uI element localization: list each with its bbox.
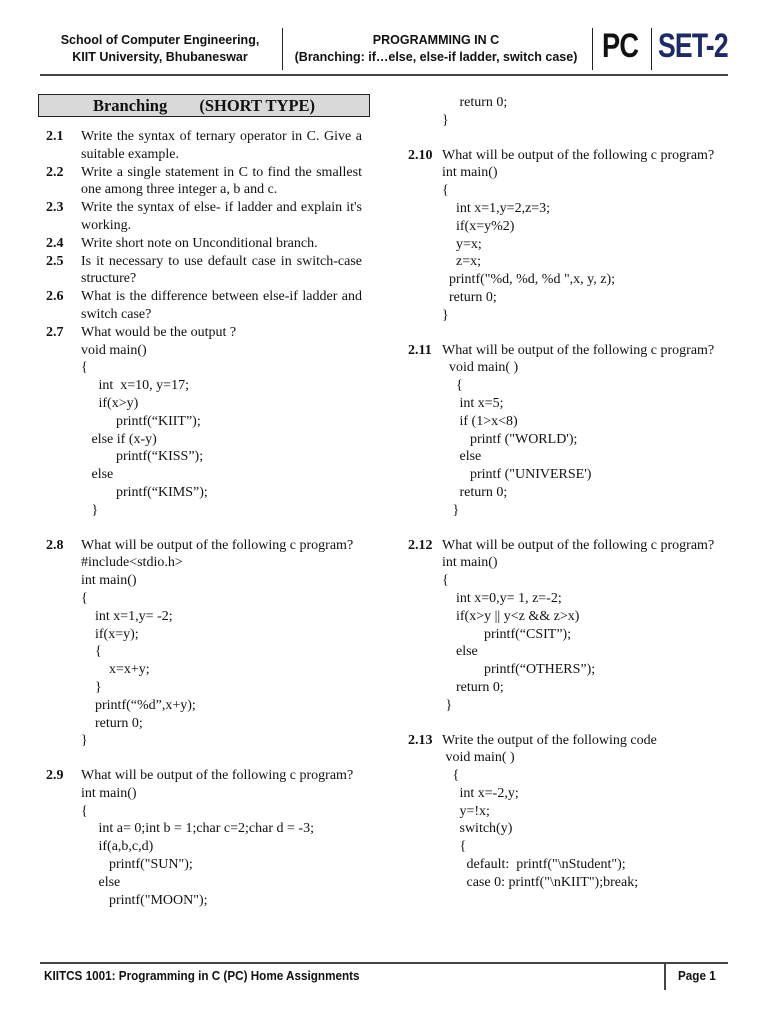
question-text: Write the syntax of else- if ladder and explain it's working.	[81, 200, 362, 233]
question-text: What will be output of the following c program?	[81, 537, 354, 553]
header-divider	[651, 28, 652, 70]
question-number: 2.6	[46, 289, 64, 305]
code-snippet-continued: return 0; }	[442, 95, 508, 128]
footer-divider	[664, 964, 666, 990]
subject-code: PC	[602, 27, 639, 65]
question	[408, 342, 724, 520]
question	[46, 288, 362, 324]
code-snippet: int main() { int x=1,y=2,z=3; if(x=y%2) y=x; z=x; printf("%d, %d, %d ",x, y, z); return 0; }	[442, 165, 616, 323]
question	[408, 537, 724, 715]
section-title-right: (SHORT TYPE)	[199, 96, 316, 115]
question-number: 2.4	[46, 235, 64, 251]
question-number: 2.10	[408, 147, 433, 163]
code-snippet: void main( ) { int x=5; if (1>x<8) printf ("WORLD'); else printf ("UNIVERSE') return 0; }	[449, 360, 592, 518]
institution-name: School of Computer Engineering,	[60, 33, 260, 47]
question	[46, 235, 362, 253]
course-title-block	[288, 32, 584, 66]
question-number: 2.13	[408, 732, 433, 748]
code-snippet: int main() { int x=0,y= 1, z=-2; if(x>y || y<z && z>x) printf(“CSIT”); else printf(“OTHERS”); return 0; }	[442, 555, 596, 713]
code-snippet: void main( ) { int x=-2,y; y=!x; switch(y) { default: printf("\nStudent"); case 0: printf("\nKIIT");break;	[445, 750, 639, 890]
question	[46, 128, 362, 164]
section-title	[38, 94, 370, 117]
code-snippet: int main() { int a= 0;int b = 1;char c=2;char d = -3; if(a,b,c,d) printf("SUN"); else printf("MOON");	[81, 785, 314, 908]
question	[46, 164, 362, 200]
page-number: Page 1	[678, 968, 716, 983]
institution-block	[40, 32, 280, 66]
question	[46, 253, 362, 289]
question	[46, 324, 362, 520]
footer-rule	[40, 962, 728, 964]
code-snippet: #include<stdio.h> int main() { int x=1,y= -2; if(x=y); { x=x+y; } printf(“%d”,x+y); return 0; }	[81, 555, 196, 749]
university-name: KIIT University, Bhubaneswar	[72, 50, 248, 64]
question	[408, 147, 724, 325]
question-number: 2.2	[46, 164, 64, 180]
question-text: Is it necessary to use default case in switch-case structure?	[81, 253, 362, 287]
code-snippet: void main() { int x=10, y=17; if(x>y) printf(“KIIT”); else if (x-y) printf(“KISS”); else printf(“KIMS”); }	[81, 342, 208, 518]
question-number: 2.9	[46, 768, 64, 784]
question	[46, 199, 362, 235]
section-title-left: Branching	[92, 96, 168, 115]
question-number: 2.3	[46, 200, 64, 216]
question-text: Write the syntax of ternary operator in C. Give a suitable example.	[81, 129, 362, 162]
question-number: 2.11	[408, 342, 432, 358]
question-text: Write the output of the following code	[442, 732, 657, 748]
question-text: Write a single statement in C to find the smallest one among three integer a, b and c.	[81, 164, 362, 198]
question-number: 2.8	[46, 537, 64, 553]
question	[46, 767, 362, 909]
left-column	[46, 128, 362, 909]
right-column	[408, 94, 724, 892]
question-text: What will be output of the following c program?	[442, 537, 715, 553]
set-label: SET-2	[658, 27, 728, 65]
question	[46, 537, 362, 751]
question-number: 2.1	[46, 129, 64, 144]
question-number: 2.7	[46, 324, 64, 340]
header-rule	[40, 74, 728, 76]
footer-course: KIITCS 1001: Programming in C (PC) Home Assignments	[44, 968, 360, 983]
question	[408, 732, 724, 892]
question-text: What will be output of the following c program?	[442, 147, 715, 163]
question-text: What is the difference between else-if ladder and switch case?	[81, 289, 362, 322]
header-divider	[282, 28, 283, 70]
question-number: 2.5	[46, 253, 64, 269]
course-title: PROGRAMMING IN C	[372, 33, 500, 47]
course-subtitle: (Branching: if…else, else-if ladder, switch case)	[294, 50, 578, 64]
question-number: 2.12	[408, 537, 433, 553]
question-text: Write short note on Unconditional branch.	[81, 235, 318, 251]
question-text: What would be the output ?	[81, 324, 237, 340]
question-text: What will be output of the following c program?	[442, 342, 715, 358]
header-divider	[592, 28, 593, 70]
question-text: What will be output of the following c program?	[81, 768, 354, 784]
